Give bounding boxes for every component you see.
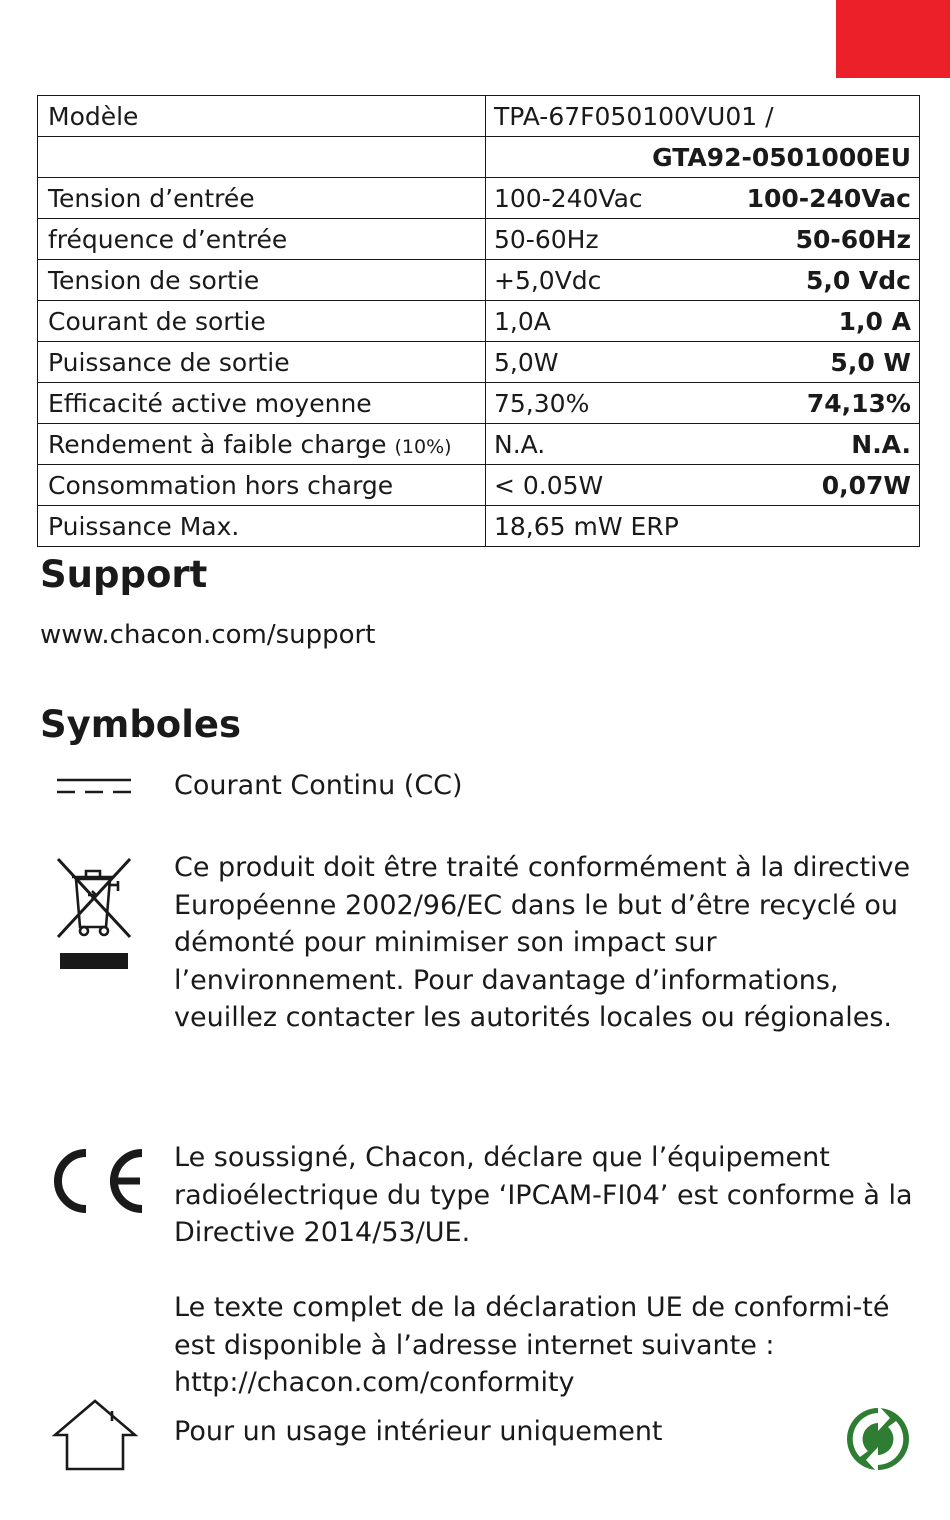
spec-values <box>486 260 920 301</box>
spec-row <box>38 506 920 547</box>
spec-label <box>38 342 486 383</box>
spec-values <box>486 383 920 424</box>
spec-values <box>486 96 920 137</box>
spec-label-text: Courant de sortie <box>48 306 266 336</box>
spec-label <box>38 506 486 547</box>
spec-label <box>38 96 486 137</box>
crossed-bin-icon <box>52 855 134 973</box>
ce-mark-icon <box>46 1145 148 1217</box>
dc-text: Courant Continu (CC) <box>174 770 463 801</box>
spec-row <box>38 301 920 342</box>
spec-label-text: fréquence d’entrée <box>48 224 288 254</box>
spec-values <box>486 506 920 547</box>
spec-row <box>38 465 920 506</box>
spec-row <box>38 96 920 137</box>
spec-row <box>38 260 920 301</box>
ce-text: Le soussigné, Chacon, déclare que l’équipement radioélectrique du type ‘IPCAM-FI04’ est conforme à la Directive 2014/53/UE. <box>174 1142 913 1248</box>
spec-label-text: Rendement à faible charge <box>48 429 387 459</box>
spec-value-2: GTA92-0501000EU <box>652 142 911 172</box>
spec-value-1: 5,0W <box>494 347 559 377</box>
spec-row <box>38 137 920 178</box>
indoor-text: Pour un usage intérieur uniquement <box>174 1416 663 1447</box>
spec-value-1: 100-240Vac <box>494 183 643 213</box>
spec-label-text: Puissance de sortie <box>48 347 290 377</box>
spec-label-text: Modèle <box>48 101 139 131</box>
spec-label <box>38 383 486 424</box>
spec-value-2: 100-240Vac <box>746 183 911 213</box>
weee-text: Ce produit doit être traité conformément à la directive Européenne 2002/96/EC dans le but d’être recyclé ou démonté pour minimiser son impact sur l’environnement. Pour davantage d’informations, veuillez contacter les autorités locales ou régionales. <box>174 852 911 1033</box>
spec-row <box>38 383 920 424</box>
spec-label <box>38 465 486 506</box>
spec-label <box>38 424 486 465</box>
specs-table <box>37 95 920 547</box>
spec-values <box>486 301 920 342</box>
spec-value-1: N.A. <box>494 429 546 459</box>
spec-values <box>486 137 920 178</box>
spec-values <box>486 219 920 260</box>
corner-tab <box>836 0 950 78</box>
spec-values <box>486 424 920 465</box>
green-dot-recycle-icon <box>846 1407 910 1471</box>
spec-row <box>38 342 920 383</box>
spec-label-text: Tension de sortie <box>48 265 260 295</box>
spec-label <box>38 219 486 260</box>
spec-value-1: +5,0Vdc <box>494 265 602 295</box>
spec-value-2: 74,13% <box>806 388 911 418</box>
spec-label-text: Tension d’entrée <box>48 183 255 213</box>
dc-symbol-icon <box>55 774 133 798</box>
support-link[interactable]: www.chacon.com/support <box>40 620 376 650</box>
spec-label-text: Puissance Max. <box>48 511 240 541</box>
spec-label <box>38 178 486 219</box>
spec-value-1: 50-60Hz <box>494 224 599 254</box>
support-heading: Support <box>40 553 208 596</box>
spec-value-2: 50-60Hz <box>795 224 911 254</box>
spec-label <box>38 301 486 342</box>
spec-values <box>486 178 920 219</box>
spec-values <box>486 342 920 383</box>
spec-label <box>38 260 486 301</box>
spec-value-1: 18,65 mW ERP <box>494 511 679 541</box>
spec-label <box>38 137 486 178</box>
spec-label-text: Consommation hors charge <box>48 470 394 500</box>
spec-row <box>38 219 920 260</box>
spec-value-1: 75,30% <box>494 388 590 418</box>
spec-value-2: 0,07W <box>821 470 911 500</box>
spec-value-2: 1,0 A <box>838 306 911 336</box>
spec-value-2: 5,0 W <box>830 347 911 377</box>
ce-text-2: Le texte complet de la déclaration UE de conformi-té est disponible à l’adresse internet suivante : http://chacon.com/conformity <box>174 1292 890 1398</box>
house-icon <box>52 1397 138 1473</box>
spec-values <box>486 465 920 506</box>
symbols-heading: Symboles <box>40 703 242 746</box>
spec-value-1: 1,0A <box>494 306 551 336</box>
spec-row <box>38 424 920 465</box>
spec-value-2: N.A. <box>851 429 911 459</box>
spec-row <box>38 178 920 219</box>
spec-label-text: Efficacité active moyenne <box>48 388 372 418</box>
spec-value-1: TPA-67F050100VU01 / <box>494 101 774 131</box>
spec-value-1: < 0.05W <box>494 470 604 500</box>
spec-label-note: (10%) <box>394 435 452 458</box>
spec-value-2: 5,0 Vdc <box>805 265 911 295</box>
